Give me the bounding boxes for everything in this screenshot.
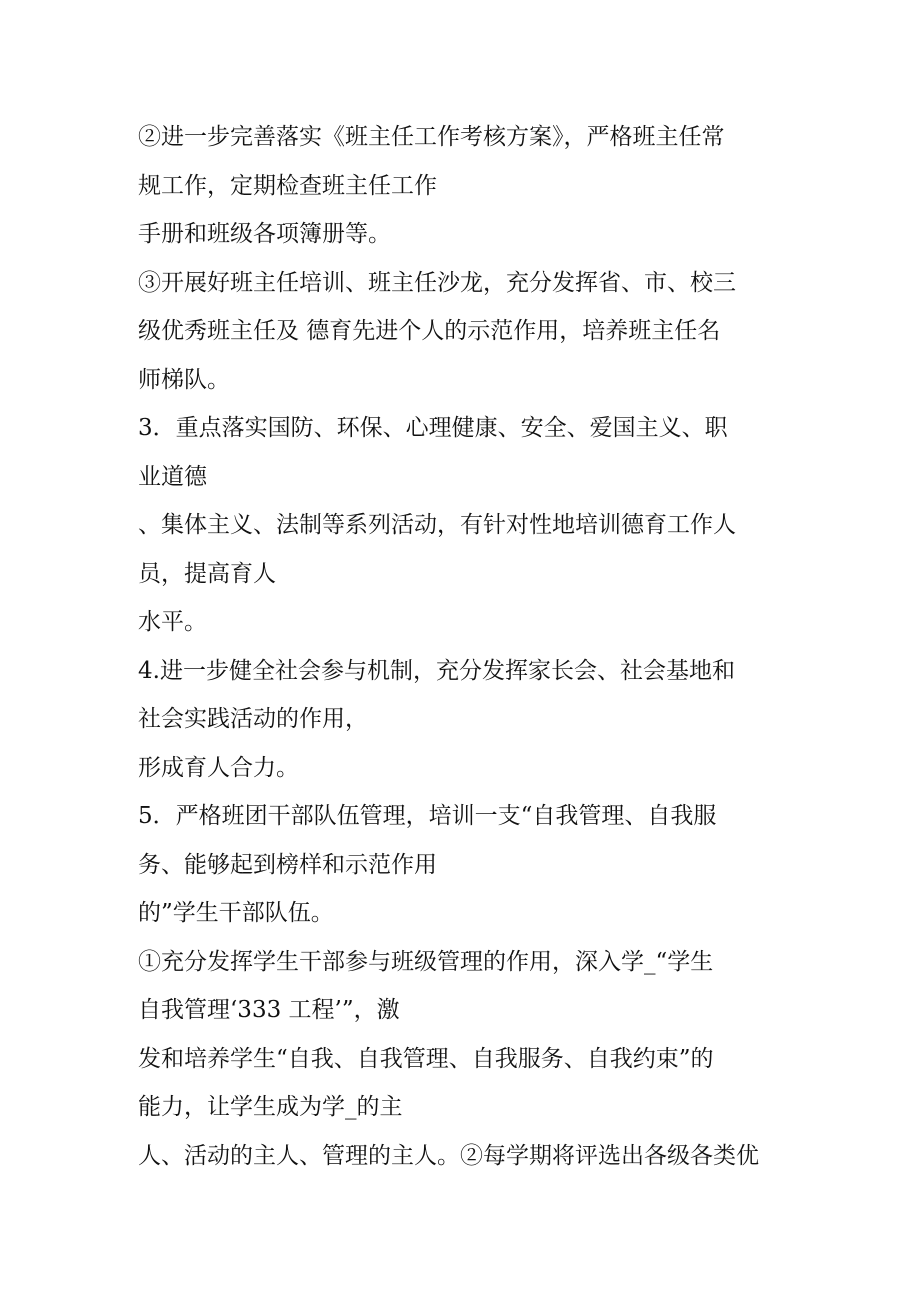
document-body [138,113,788,1180]
text-line: 人、活动的主人、管理的主人。②每学期将评选出各级各类优 [138,1142,759,1169]
text-line: 4.进一步健全社会参与机制，充分发挥家长会、社会基地和 [138,657,735,684]
text-line: 3．重点落实国防、环保、心理健康、安全、爱国主义、职 [138,415,728,441]
text-line: 手册和班级各项簿册等。 [138,221,391,247]
text-line: ③开展好班主任培训、班主任沙龙，充分发挥省、市、校三 [138,269,736,296]
text-line: 水平。 [138,609,207,635]
text-line: 能力，让学生成为学_的主 [138,1094,403,1120]
text-line: 师梯队。 [138,366,230,393]
text-line: 发和培养学生“自我、自我管理、自我服务、自我约束”的 [138,1045,714,1072]
text-line: 的”学生干部队伍。 [138,900,334,926]
text-line: 业道德 [138,463,207,490]
text-line: 级优秀班主任及 德育先进个人的示范作用，培养班主任名 [138,318,721,344]
text-line: 员，提高育人 [138,560,276,587]
text-line: 5．严格班团干部队伍管理，培训一支“自我管理、自我服 [138,803,717,829]
text-line: 自我管理‘333 工程’”，激 [138,997,400,1023]
text-line: ①充分发挥学生干部参与班级管理的作用，深入学_“学生 [138,948,714,975]
text-line: 形成育人合力。 [138,754,299,781]
text-line: ②进一步完善落实《班主任工作考核方案》，严格班主任常 [138,124,725,150]
text-line: 规工作，定期检查班主任工作 [138,172,437,199]
text-line: 务、能够起到榜样和示范作用 [138,851,437,878]
text-line: 社会实践活动的作用， [138,706,368,732]
text-line: 、集体主义、法制等系列活动，有针对性地培训德育工作人 [138,512,736,538]
